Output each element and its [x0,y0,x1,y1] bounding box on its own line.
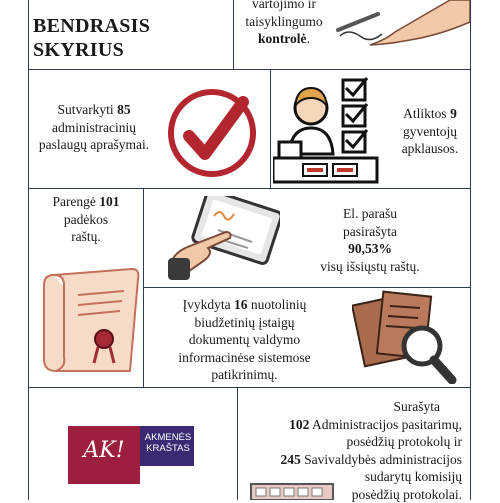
stat-remote-line-3: dokumentų valdymo [162,331,327,349]
stat-surveys-line-1 [390,105,470,123]
section-title [33,14,228,62]
frame-left [28,0,29,500]
logo-wordmark [142,432,194,454]
stat-minutes-value-2: 245 [281,452,301,467]
tablet-signing-icon [168,196,280,282]
title-line-1: BENDRASIS [33,14,228,38]
stat-minutes-line-6: posėdžių protokolai. [240,486,462,503]
stat-surveys [390,105,470,158]
stat-minutes-line-4 [240,451,462,469]
stat-minutes-line-3: posėdžių protokolų ir [240,433,462,451]
divider-v2 [270,69,271,188]
divider-v4 [237,387,238,500]
stat-remote-prefix: Įvykdyta [183,297,231,312]
stat-surveys-line-2: gyventojų [390,123,470,141]
divider-v1 [233,0,234,69]
stat-esign-line-1: El. parašu [300,205,440,223]
survey-person-icon [273,76,383,186]
stat-remote-line-5: patikrinimų. [162,366,327,384]
logo-line-1: AKMENĖS [142,432,194,443]
top-note-bold: kontrolė [258,31,307,46]
logo-mark: AK! [72,438,136,463]
top-note-line-3 [236,30,332,48]
top-note-line-1: vartojimo ir [236,0,332,13]
stat-remote-value: 16 [234,297,248,312]
top-note [236,0,332,48]
stat-esign-line-3 [300,240,440,258]
stat-minutes-line-5: sudarytų komisijų [240,468,462,486]
keyboard-icon [250,482,334,500]
stat-descriptions-line-1 [30,101,158,119]
document-magnifier-icon [352,290,464,384]
stat-descriptions-prefix: Sutvarkyti [57,102,113,117]
stat-surveys-line-3: apklausos. [390,140,470,158]
divider-2 [28,188,470,189]
writing-hand-icon [330,0,470,60]
divider-3 [143,287,470,288]
stat-descriptions [30,101,158,154]
stat-descriptions-line-2: administracinių [30,119,158,137]
logo-line-2: KRAŠTAS [142,443,194,454]
stat-esign-line-4: visų išsiųstų raštų. [300,258,440,276]
stat-descriptions-value: 85 [117,102,131,117]
stat-remote [162,296,327,384]
stat-thanks-line-2: padėkos [30,211,142,229]
stat-minutes-line-2 [240,416,462,434]
stat-minutes-rest-1: Administracijos pasitarimų, [312,417,462,432]
stat-minutes-line-1: Surašyta [240,398,462,416]
checkmark-circle-icon [163,82,261,180]
stat-descriptions-line-3: paslaugų aprašymai. [30,136,158,154]
stat-surveys-value: 9 [450,106,457,121]
stat-esign-value: 90,53% [348,241,392,256]
stat-minutes-value-1: 102 [289,417,309,432]
stat-thanks-line-1 [30,193,142,211]
divider-1 [28,69,470,70]
scroll-certificate-icon [34,263,144,381]
title-line-2: SKYRIUS [33,38,228,62]
stat-thanks-line-3: raštų. [30,228,142,246]
stat-remote-line-4: informacinėse sistemose [162,349,327,367]
divider-4 [28,387,470,388]
top-note-line-2: taisyklingumo [236,13,332,31]
stat-minutes-rest-2: Savivaldybės administracijos [304,452,462,467]
stat-thanks-prefix: Parengė [52,194,95,209]
top-note-tail: . [307,31,310,46]
stat-remote-line-1 [162,296,327,314]
stat-thanks [30,193,142,246]
akmenes-krastas-logo [68,426,193,486]
stat-surveys-prefix: Atliktos [403,106,447,121]
stat-remote-line-2: biudžetinių įstaigų [162,314,327,332]
stat-thanks-value: 101 [99,194,119,209]
frame-right [470,0,471,500]
stat-esign [300,205,440,275]
stat-remote-rest0: nuotolinių [251,297,307,312]
stat-esign-line-2: pasirašyta [300,223,440,241]
